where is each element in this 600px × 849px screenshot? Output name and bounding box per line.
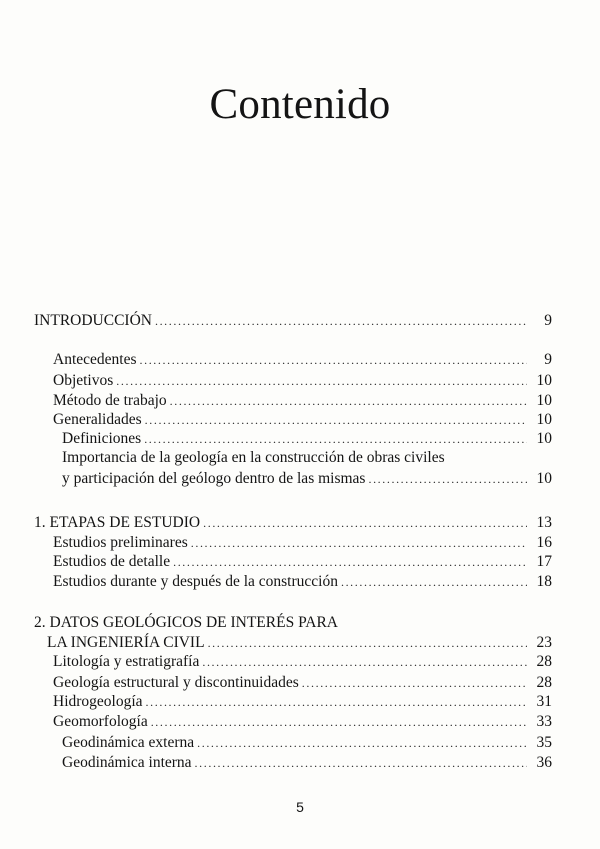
dot-leader <box>195 754 527 772</box>
dot-leader <box>341 573 527 591</box>
toc-page-number: 28 <box>536 653 552 670</box>
toc-entry-label: 1. ETAPAS DE ESTUDIO <box>34 514 201 531</box>
page-title: Contenido <box>209 81 391 128</box>
dot-leader <box>173 553 527 571</box>
toc-entry-importancia-line: Importancia de la geología en la construcción de obras civiles <box>62 449 445 466</box>
toc-entry-label: Geomorfología <box>53 713 148 730</box>
toc-entry-importancia <box>62 470 552 488</box>
dot-leader <box>202 653 527 671</box>
dot-leader <box>151 713 527 731</box>
toc-entry-datos-geologicos-line: 2. DATOS GEOLÓGICOS DE INTERÉS PARA <box>34 614 338 631</box>
toc-page-number: 23 <box>536 634 552 651</box>
toc-entry-introduccion <box>34 312 552 330</box>
toc-entry-label: Geodinámica externa <box>62 734 195 751</box>
toc-page-number: 10 <box>536 372 552 389</box>
toc-page-number: 13 <box>536 514 552 531</box>
dot-leader <box>208 634 527 652</box>
toc-entry-estudios-durante <box>53 573 552 591</box>
toc-entry-datos-geologicos <box>47 634 552 652</box>
toc-entry-generalidades <box>53 411 552 429</box>
toc-entry-estudios-preliminares <box>53 534 552 552</box>
dot-leader <box>155 312 527 330</box>
dot-leader <box>170 392 527 410</box>
toc-page-number: 10 <box>536 470 552 487</box>
toc-entry-label: Antecedentes <box>53 351 137 368</box>
dot-leader <box>146 693 527 711</box>
toc-entry-label: LA INGENIERÍA CIVIL <box>47 634 205 651</box>
dot-leader <box>197 734 527 752</box>
toc-page-number: 31 <box>536 693 552 710</box>
toc-entry-geomorfologia <box>53 713 552 731</box>
toc-page-number: 33 <box>536 713 552 730</box>
dot-leader <box>302 674 527 692</box>
dot-leader <box>144 430 527 448</box>
toc-entry-etapas-de-estudio <box>34 514 552 532</box>
toc-entry-label: Objetivos <box>53 372 114 389</box>
toc-page-number: 10 <box>536 411 552 428</box>
toc-page-number: 16 <box>536 534 552 551</box>
toc-entry-hidrogeologia <box>53 693 552 711</box>
toc-entry-objetivos <box>53 372 552 390</box>
toc-entry-geodinamica-interna <box>62 754 552 772</box>
toc-page-number: 10 <box>536 430 552 447</box>
dot-leader <box>368 470 527 488</box>
toc-page-number: 36 <box>536 754 552 771</box>
toc-entry-label: Litología y estratigrafía <box>53 653 200 670</box>
toc-page-number: 17 <box>536 553 552 570</box>
dot-leader <box>145 411 527 429</box>
toc-entry-label: Estudios preliminares <box>53 534 188 551</box>
toc-page-number: 35 <box>536 734 552 751</box>
dot-leader <box>116 372 527 390</box>
toc-entry-geologia-estructural <box>53 674 552 692</box>
toc-entry-label: Definiciones <box>62 430 142 447</box>
toc-entry-estudios-de-detalle <box>53 553 552 571</box>
toc-entry-label: Método de trabajo <box>53 392 167 409</box>
toc-entry-antecedentes <box>53 351 552 369</box>
toc-entry-label: Geología estructural y discontinuidades <box>53 674 299 691</box>
toc-entry-label: Estudios durante y después de la construcción <box>53 573 338 590</box>
toc-page-number: 9 <box>544 312 552 329</box>
toc-entry-label: INTRODUCCIÓN <box>34 312 152 329</box>
dot-leader <box>191 534 527 552</box>
dot-leader <box>203 514 527 532</box>
toc-entry-label: Geodinámica interna <box>62 754 192 771</box>
toc-entry-litologia <box>53 653 552 671</box>
toc-entry-label: y participación del geólogo dentro de las mismas <box>62 470 366 487</box>
toc-entry-metodo-de-trabajo <box>53 392 552 410</box>
toc-entry-label: Estudios de detalle <box>53 553 171 570</box>
page-number-footer: 5 <box>296 799 304 815</box>
toc-page-number: 10 <box>536 392 552 409</box>
dot-leader <box>140 351 528 369</box>
toc-entry-geodinamica-externa <box>62 734 552 752</box>
toc-page-number: 9 <box>544 351 552 368</box>
toc-page-number: 18 <box>536 573 552 590</box>
toc-entry-definiciones <box>62 430 552 448</box>
toc-entry-label: Hidrogeología <box>53 693 143 710</box>
toc-entry-label: Generalidades <box>53 411 142 428</box>
toc-page-number: 28 <box>536 674 552 691</box>
